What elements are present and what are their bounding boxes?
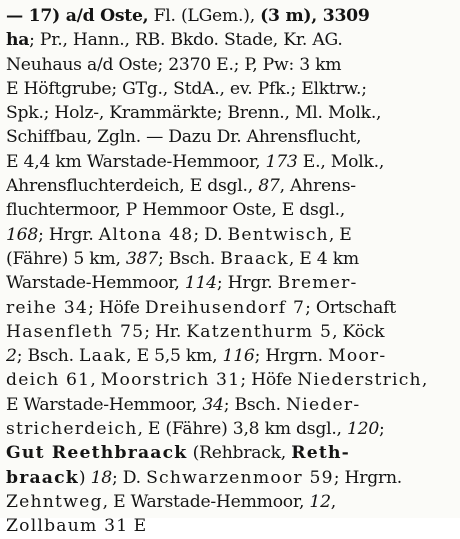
text-run: Reth- xyxy=(291,443,351,464)
text-run: Hasenfleth 75 xyxy=(6,321,145,342)
text-run: ) xyxy=(78,467,91,488)
text-run: (3 m), 3309 xyxy=(260,6,370,26)
text-run: — 17) a/d Oste, xyxy=(6,6,149,26)
text-line xyxy=(6,441,456,465)
text-run: , xyxy=(330,491,336,512)
text-line xyxy=(6,417,456,441)
text-line xyxy=(6,174,456,198)
gazetteer-entry xyxy=(6,4,456,539)
text-line xyxy=(6,344,456,368)
text-run: ; Bsch. xyxy=(157,248,221,269)
text-run: ; Pr., Hann., RB. Bkdo. Stade, Kr. AG. xyxy=(29,30,343,51)
text-run: Moor- xyxy=(328,346,387,367)
text-run: , E xyxy=(328,224,352,245)
text-run: Ahrensfluchterdeich, E dsgl., xyxy=(6,176,259,197)
text-run: Warstade-Hemmoor, xyxy=(6,273,185,294)
text-run: , Ahrens- xyxy=(279,176,356,197)
text-run: ; D. xyxy=(111,467,147,488)
text-line xyxy=(6,77,456,101)
text-run: , E (Fähre) 3,8 km dsgl., xyxy=(137,419,347,440)
text-run: ; Bsch. xyxy=(223,394,287,415)
text-line xyxy=(6,393,456,417)
text-line xyxy=(6,296,456,320)
text-run: , xyxy=(90,370,101,391)
text-run: ; D. xyxy=(193,224,228,245)
text-run: Fl. (LGem.), xyxy=(148,6,261,26)
text-run: 116 xyxy=(222,346,255,367)
text-run: Neuhaus a/d Oste; 2370 E.; P, Pw: 3 km xyxy=(6,54,342,75)
text-run: ; Hrgr. xyxy=(216,273,278,294)
text-run: Schiffbau, Zgln. — Dazu Dr. Ahrensflucht, xyxy=(6,127,362,148)
text-run: Gut Reethbraack xyxy=(6,443,188,464)
text-run: ; Hrgr. xyxy=(38,224,99,245)
text-run: E 4,4 km Warstade-Hemmoor, xyxy=(6,151,266,172)
text-run: , E Warstade-Hemmoor, xyxy=(102,491,310,512)
text-run: 168 xyxy=(6,224,39,245)
text-line xyxy=(6,271,456,295)
text-line xyxy=(6,53,456,77)
text-line xyxy=(6,247,456,271)
text-run: ; Höfe xyxy=(240,370,298,391)
text-run: Bremer- xyxy=(277,273,358,294)
text-run: deich 61 xyxy=(6,370,91,391)
text-line xyxy=(6,4,456,28)
text-run: 18 xyxy=(90,467,112,488)
text-run: Zehntweg xyxy=(6,491,103,512)
text-run: Zollbaum 31 xyxy=(6,516,129,537)
text-run: 120 xyxy=(346,419,380,440)
text-run: , E 5,5 km, xyxy=(126,346,223,367)
text-run: 387 xyxy=(125,248,158,269)
text-run: ; Höfe xyxy=(88,297,145,318)
text-run: 12 xyxy=(309,491,331,512)
text-line xyxy=(6,198,456,222)
text-run: braack xyxy=(6,467,79,488)
text-run: , E 4 km xyxy=(288,248,359,269)
text-run: 2 xyxy=(6,346,17,367)
text-run: ha xyxy=(6,30,30,51)
text-run: ; Bsch. xyxy=(16,346,80,367)
text-run: E., Molk., xyxy=(297,151,385,172)
text-line xyxy=(6,101,456,125)
text-run: ; Ortschaft xyxy=(305,297,396,318)
text-run: E Höftgrube; GTg., StdA., ev. Pfk.; Elktrw.; xyxy=(6,78,367,99)
text-run: Moorstrich 31 xyxy=(100,370,241,391)
text-line xyxy=(6,466,456,490)
text-run: Altona 48 xyxy=(98,224,194,245)
text-line xyxy=(6,490,456,514)
text-run: Dreihusendorf 7 xyxy=(144,297,306,318)
text-run: , xyxy=(421,370,428,391)
text-line xyxy=(6,28,456,52)
text-run: Braack xyxy=(220,248,289,269)
text-run: (Fähre) 5 km, xyxy=(6,248,126,269)
text-line xyxy=(6,223,456,247)
text-run: Laak xyxy=(79,346,127,367)
text-run: 87 xyxy=(258,176,280,197)
text-run: reihe 34 xyxy=(6,297,89,318)
text-run: ; xyxy=(379,419,385,440)
text-run: Nieder- xyxy=(286,394,361,415)
text-run: 34 xyxy=(202,394,224,415)
text-line xyxy=(6,368,456,392)
text-run: Bentwisch xyxy=(227,224,329,245)
text-run: E Warstade-Hemmoor, xyxy=(6,394,203,415)
text-run: Niederstrich xyxy=(297,370,422,391)
text-run: Spk.; Holz-, Krammärkte; Brenn., Ml. Molk., xyxy=(6,103,382,124)
text-line xyxy=(6,125,456,149)
text-run: 114 xyxy=(184,273,217,294)
text-run: 173 xyxy=(265,151,298,172)
text-run: , Köck xyxy=(332,321,385,342)
text-run: ; Hrgrn. xyxy=(333,467,402,488)
text-run: fluchtermoor, P Hemmoor Oste, E dsgl., xyxy=(6,200,345,221)
text-run: Schwarzenmoor 59 xyxy=(146,467,334,488)
text-run: stricherdeich xyxy=(6,419,138,440)
text-run: ; Hrgrn. xyxy=(254,346,329,367)
text-run: ; Hr. xyxy=(144,321,187,342)
text-line xyxy=(6,320,456,344)
text-run: (Rehbrack, xyxy=(187,443,292,464)
text-run: Katzenthurm 5 xyxy=(186,321,333,342)
text-line xyxy=(6,150,456,174)
text-run: E xyxy=(128,516,146,537)
